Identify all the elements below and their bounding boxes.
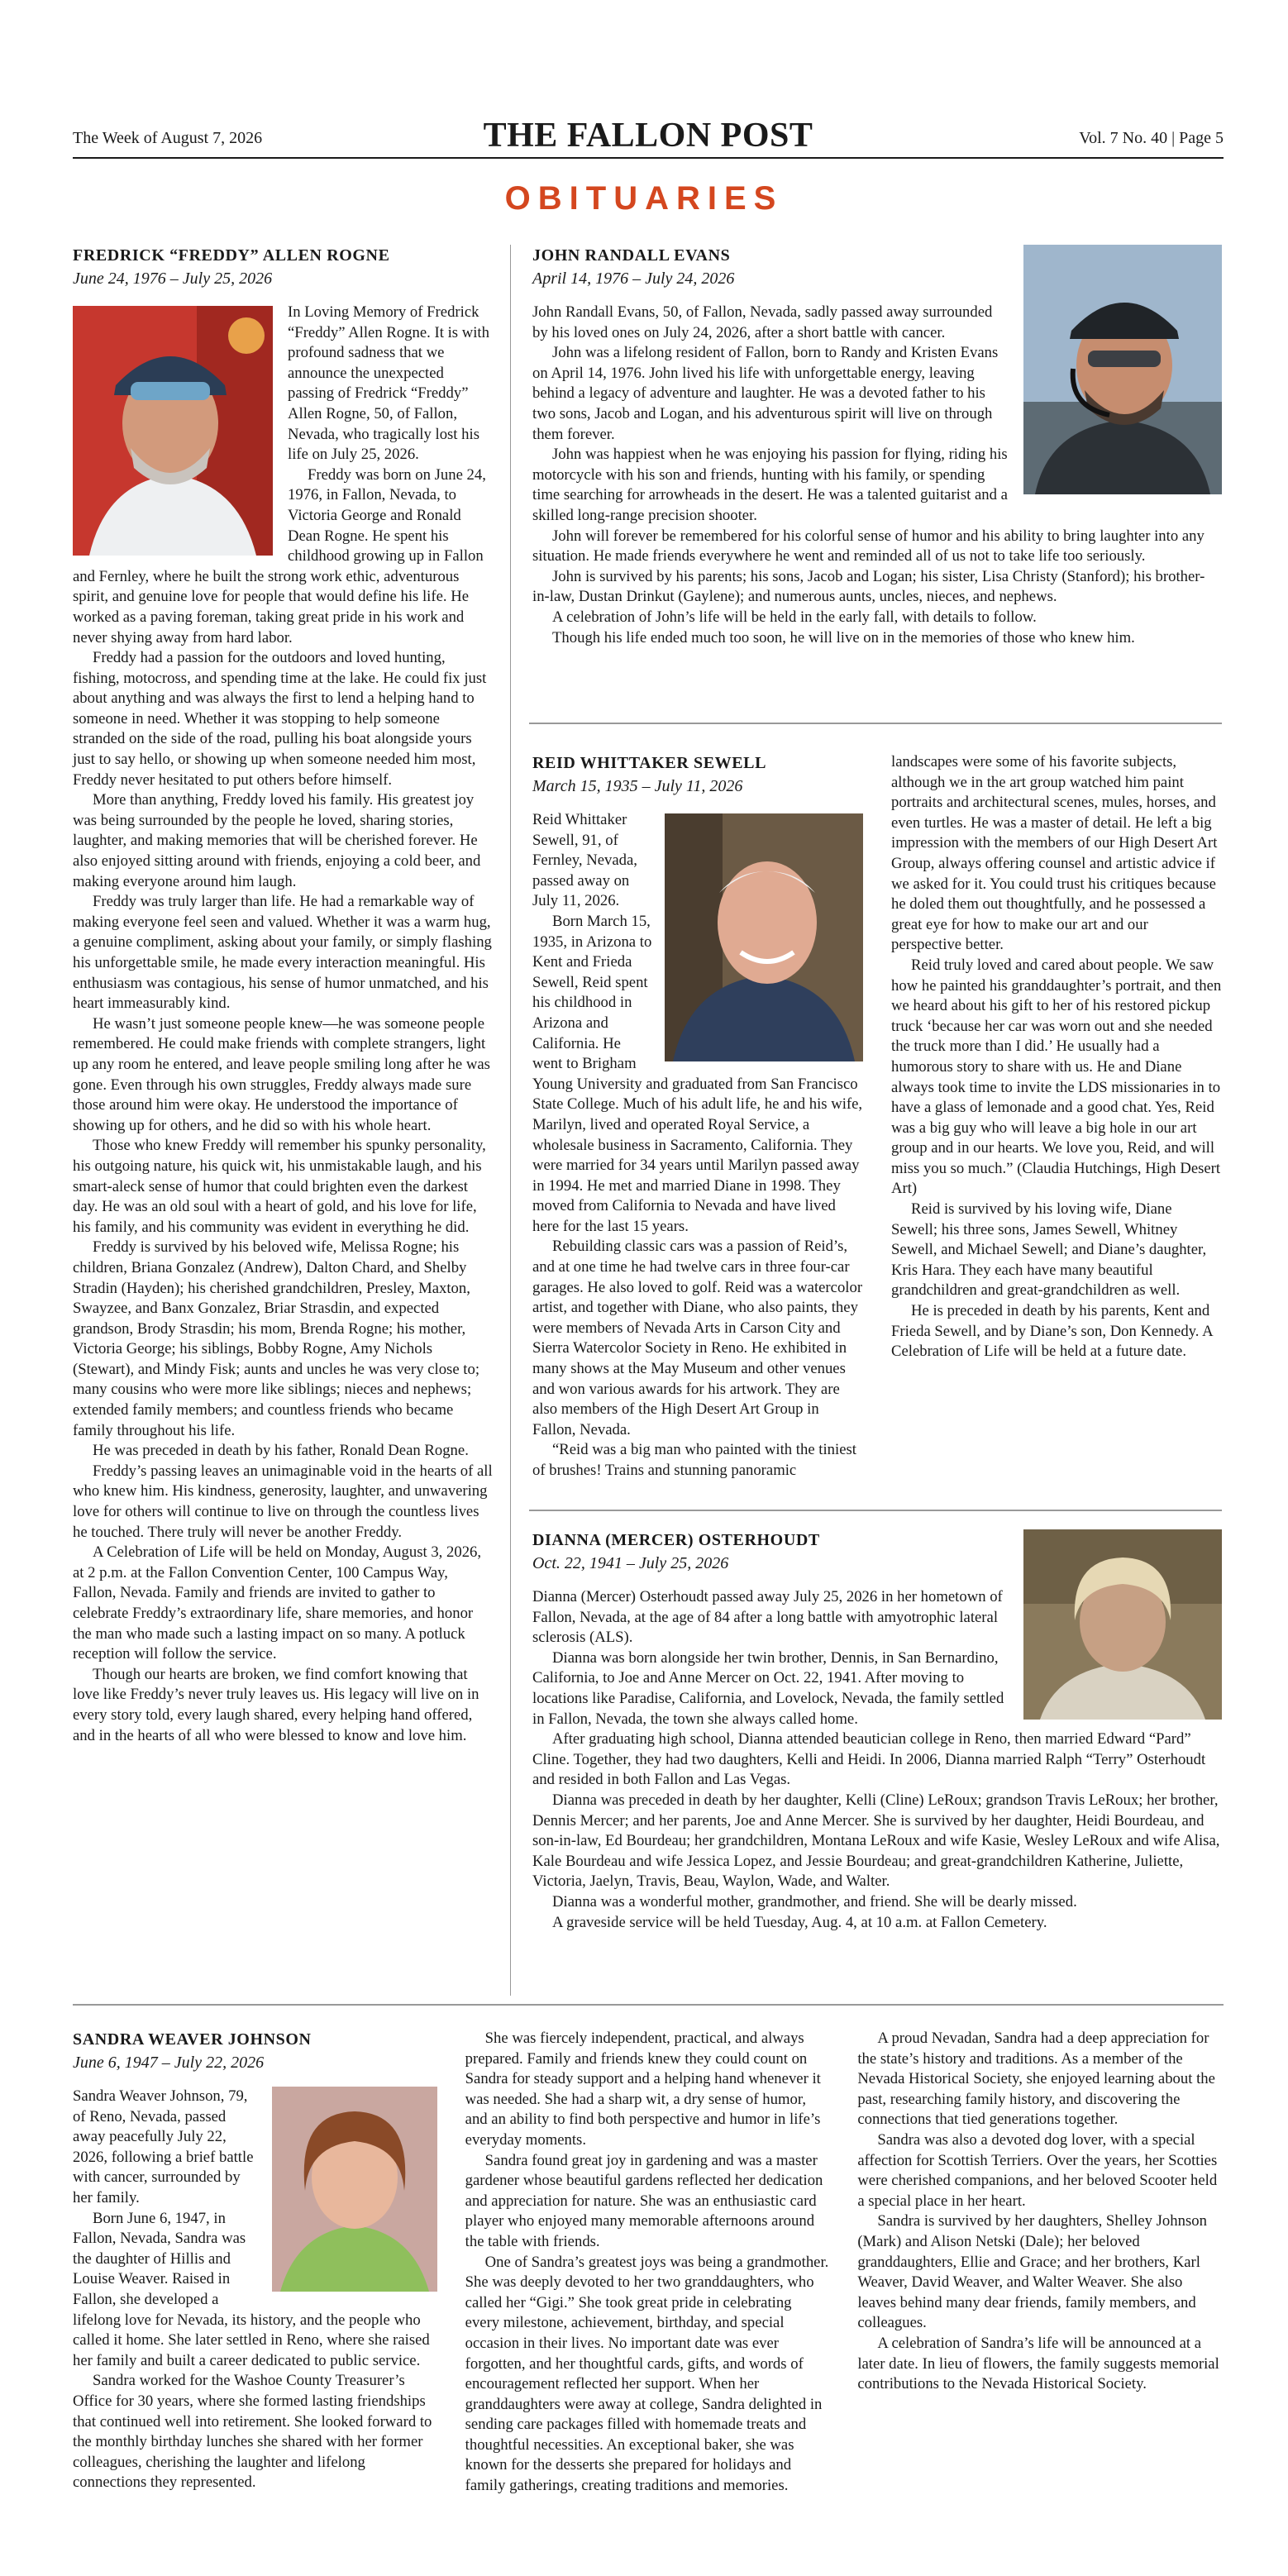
portrait-photo xyxy=(1023,245,1222,494)
obituary-dates: Oct. 22, 1941 – July 25, 2026 xyxy=(532,1554,729,1572)
obituary-paragraph: Sandra found great joy in gardening and was a master gardener whose beautiful gardens reflected her dedication and appreciation for nature. She was an enthusiastic card player who enjoyed many memorable afternoons around the table with friends. xyxy=(465,2151,823,2250)
obituary-paragraph: Reid Whittaker Sewell, 91, of Fernley, Nevada, passed away on July 11, 2026. xyxy=(532,811,637,910)
obituary-paragraph: Born March 15, 1935, in Arizona to Kent and Frieda Sewell, Reid spent his childhood in Arizona and California. He went to Brigham Young University and graduated from San Francisco State College. Much of his adult life, he and his wife, Marilyn, lived and operated Royal Service, a wholesale business in Sacramento, California. They were married for 34 years until Marilyn passed away in 1994. He met and married Diane in 1998. They moved from California to Nevada and have lived here for the last 15 years. xyxy=(532,912,863,1235)
obituary-paragraph: “Reid was a big man who painted with the tiniest of brushes! Trains and stunning panoramic landscapes were some of his favorite subjects, although we in the art group watched him paint portraits and architectural scenes, mules, horses, and even turtles. He was a master of detail. He left a big impression with the members of our High Desert Art Group, always offering counsel and artistic advice if we asked for it. You could trust his critiques because he doled them out thoughtfully, and he possessed a great eye for how to make our art and our perspective better. xyxy=(532,753,1218,1479)
obituary-paragraph: Dianna was born alongside her twin brother, Dennis, in San Bernardino, California, to Joe and Anne Mercer on Oct. 22, 1941. After moving to locations like Paradise, California, and Lovelock, Nevada, the family settled in Fallon, Nevada, the town she always called home. xyxy=(532,1648,1004,1728)
portrait-photo xyxy=(1023,1529,1222,1720)
obituary-paragraph: Freddy’s passing leaves an unimaginable void in the hearts of all who knew him. His kindness, generosity, laughter, and unwavering love for others will continue to live on through the countless lives he touched. There truly will never be another Freddy. xyxy=(73,1462,493,1541)
section-divider xyxy=(529,723,1222,724)
obituary-paragraph: Those who knew Freddy will remember his spunky personality, his outgoing nature, his quick wit, his unmistakable laugh, and his smart-aleck sense of humor that could brighten even the darkest day. He was an old soul with a heart of gold, and his love for life, his family, and his community was evident in everything he did. xyxy=(73,1137,486,1236)
obituary-dates: June 24, 1976 – July 25, 2026 xyxy=(73,270,273,288)
obituary-paragraph: After graduating high school, Dianna attended beautician college in Reno, then married Edward “Pard” Cline. Together, they had two daughters, Kelli and Heidi. In 2006, Dianna married Ralph “Terry” Osterhoudt and resided in both Fallon and Las Vegas. xyxy=(532,1730,1206,1789)
obituary-dates: June 6, 1947 – July 22, 2026 xyxy=(73,2054,265,2072)
obituary-name: JOHN RANDALL EVANS xyxy=(532,246,731,265)
obituary-paragraph: Sandra worked for the Washoe County Treasurer’s Office for 30 years, where she formed lasting friendships that continued well into retirement. She looked forward to the monthly birthday lunches she shared with her former colleagues, cherishing the laughter and lifelong connections they represented. xyxy=(73,2372,432,2492)
obituary-paragraph: One of Sandra’s greatest joys was being a grandmother. She was deeply devoted to her two granddaughters, who called her “Gigi.” She took great pride in celebrating every milestone, achievement, birthday, and special occasion in their lives. No important date was ever forgotten, and her thoughtful cards, gifts, and words of encouragement reflected her support. When her granddaughters were away at college, Sandra delighted in sending care packages filled with homemade treats and thoughtful necessities. An exceptional baker, she was known for the desserts she prepared for holidays and family gatherings, creating traditions and memories. xyxy=(465,2253,829,2495)
obituary-paragraph: A celebration of Sandra’s life will be announced at a later date. In lieu of flowers, the family suggests memorial contributions to the Nevada Historical Society. xyxy=(857,2334,1219,2393)
issue-volume-page: Vol. 7 No. 40 | Page 5 xyxy=(1079,129,1224,147)
section-divider xyxy=(73,2004,1224,2006)
obituary-body xyxy=(73,2029,1222,2525)
obituary-paragraph: He is preceded in death by his parents, Kent and Frieda Sewell, and by Diane’s son, Don Kennedy. A Celebration of Life will be held at a future date. xyxy=(891,1302,1213,1361)
obituary-evans xyxy=(532,245,1222,648)
obituary-paragraph: Freddy is survived by his beloved wife, Melissa Rogne; his children, Briana Gonzalez (Andrew), Dalton Chard, and Shelby Stradin (Hayden); his cherished grandchildren, Presley, Maxton, Swayzee, and Banx Gonzalez, Briar Strasdin, and expected grandson, Brody Strasdin; his mom, Brenda Rogne; his mother, Victoria George; his siblings, Bobby Rogne, Amy Nichols (Stewart), and Mindy Fisk; aunts and uncles he was very close to; many cousins who were more like siblings; nieces and nephews; extended family members; and countless friends who became family throughout his life. xyxy=(73,1238,480,1439)
obituary-paragraph: Though his life ended much too soon, he will live on in the memories of those who knew him. xyxy=(552,628,1135,646)
newspaper-title: THE FALLON POST xyxy=(483,117,813,155)
obituary-name: DIANNA (MERCER) OSTERHOUDT xyxy=(532,1531,820,1549)
issue-week: The Week of August 7, 2026 xyxy=(73,129,263,147)
obituary-paragraph: Freddy was truly larger than life. He had a remarkable way of making everyone feel seen and valued. Whether it was a warm hug, a genuine compliment, asking about your family, or simply flashing his unforgettable smile, he made every interaction meaningful. His enthusiasm was contagious, his sense of humor unmatched, and his heart immeasurably kind. xyxy=(73,893,492,1013)
obituary-body xyxy=(73,303,493,1746)
obituary-name: REID WHITTAKER SEWELL xyxy=(532,754,767,772)
obituary-osterhoudt xyxy=(532,1529,1222,1933)
obituary-paragraph: Freddy was born on June 24, 1976, in Fallon, Nevada, to Victoria George and Ronald Dean Rogne. He spent his childhood growing up in Fallon and Fernley, where he built the strong work ethic, adventurous spirit, and genuine love for people that would define his life. He worked as a paving foreman, taking great pride in his work and never shying away from hard labor. xyxy=(73,465,486,646)
obituary-paragraph: A celebration of John’s life will be held in the early fall, with details to follow. xyxy=(552,608,1037,626)
obituary-paragraph: A graveside service will be held Tuesday, Aug. 4, at 10 a.m. at Fallon Cemetery. xyxy=(552,1913,1047,1931)
column-divider xyxy=(510,245,511,1996)
obituary-paragraph: Rebuilding classic cars was a passion of Reid’s, and at one time he had twelve cars in three four-car garages. He also loved to golf. Reid was a watercolor artist, and together with Diane, who also paints, they were members of Nevada Arts in Carson City and Sierra Watercolor Society in Reno. He exhibited in many shows at the May Museum and other venues and won various awards for his artwork. They are also members of the High Desert Art Group in Fallon, Nevada. xyxy=(532,1238,863,1438)
obituary-paragraph: Reid truly loved and cared about people. We saw how he painted his granddaughter’s portrait, and then we heard about his gift to her of his restored pickup truck ‘because her car was worn out and she needed the truck more than I did.’ He usually had a humorous story to share with us. He and Diane always took time to invite the LDS missionaries in to have a glass of lemonade and a good chat. Yes, Reid was a big guy who will leave a big hole in our art group and in our hearts. We love you, Reid, and will miss you so much.” (Claudia Hutchings, High Desert Art) xyxy=(891,956,1222,1198)
obituary-paragraph: He wasn’t just someone people knew—he was someone people remembered. He could make friends with complete strangers, light up any room he entered, and leave people smiling long after he was gone. Even through his own struggles, Freddy always made sure those around him were okay. He understood the importance of showing up for others, and he did so with his whole heart. xyxy=(73,1014,490,1134)
section-divider xyxy=(529,1510,1222,1511)
obituary-paragraph: Dianna (Mercer) Osterhoudt passed away July 25, 2026 in her hometown of Fallon, Nevada, at the age of 84 after a long battle with amyotrophic lateral sclerosis (ALS). xyxy=(532,1588,1003,1647)
obituary-paragraph: Freddy had a passion for the outdoors and loved hunting, fishing, motocross, and spending time at the lake. He could fix just about anything and was always the first to lend a helping hand to someone in need. Whether it was stopping to help someone stranded on the side of the road, pulling his boat alongside yours just to say hello, or showing up when someone needed him most, Freddy never hesitated to put others before himself. xyxy=(73,649,487,789)
obituary-dates: April 14, 1976 – July 24, 2026 xyxy=(532,270,735,288)
obituary-paragraph: A proud Nevadan, Sandra had a deep appreciation for the state’s history and traditions. As a member of the Nevada Historical Society, she enjoyed learning about the past, researching family history, and discovering the connections that tied generations together. xyxy=(857,2030,1215,2129)
obituary-paragraph: More than anything, Freddy loved his family. His greatest joy was being surrounded by the people he loved, sharing stories, laughter, and making memories that will be cherished forever. He also enjoyed sitting around with friends, enjoying a cold beer, and making everyone around him laugh. xyxy=(73,791,481,890)
obituary-paragraph: Dianna was preceded in death by her daughter, Kelli (Cline) LeRoux; grandson Travis LeRoux; her brother, Dennis Mercer; and her parents, Joe and Anne Mercer. She is survived by her daughter, Heidi Bourdeau, and son-in-law, Ed Bourdeau; her grandchildren, Montana LeRoux and wife Kasie, Wesley LeRoux and wife Alisa, Kale Bourdeau and wife Jessica Lopez, and Jessie Bourdeau; and great-grandchildren Katherine, Juliette, Victoria, Jaelyn, Travis, Beau, Waylon, Wade, and Walter. xyxy=(532,1791,1220,1891)
obituary-paragraph: Sandra is survived by her daughters, Shelley Johnson (Mark) and Alison Netski (Dale); her beloved granddaughters, Ellie and Grace; and her brothers, Karl Weaver, David Weaver, and Walter Weaver. She also leaves behind many dear friends, family members, and colleagues. xyxy=(857,2212,1207,2332)
obituary-paragraph: Sandra Weaver Johnson, 79, of Reno, Nevada, passed away peacefully July 22, 2026, following a brief battle with cancer, surrounded by her family. xyxy=(73,2087,254,2206)
obituary-paragraph: Reid is survived by his loving wife, Diane Sewell; his three sons, James Sewell, Whitney Sewell, and Michael Sewell; and Diane’s daughter, Kris Hara. They each have many beautiful grandchildren and great-grandchildren as well. xyxy=(891,1200,1207,1300)
obituary-paragraph: A Celebration of Life will be held on Monday, August 3, 2026, at 2 p.m. at the Fallon Convention Center, 100 Campus Way, Fallon, Nevada. Family and friends are invited to gather to celebrate Freddy’s extraordinary life, share memories, and honor the man who made such a lasting impact on so many. A potluck reception will follow the service. xyxy=(73,1543,482,1663)
portrait-photo xyxy=(73,306,273,556)
obituary-paragraph: Though our hearts are broken, we find comfort knowing that love like Freddy’s never truly leaves us. His legacy will live on in every story told, every laugh shared, every helping hand offered, and in the hearts of all who were blessed to know and love him. xyxy=(73,1665,479,1744)
obituary-paragraph: In Loving Memory of Fredrick “Freddy” Allen Rogne. It is with profound sadness that we announce the unexpected passing of Fredrick “Freddy” Allen Rogne, 50, of Fallon, Nevada, who tragically lost his life on July 25, 2026. xyxy=(288,303,489,464)
obituary-paragraph: John Randall Evans, 50, of Fallon, Nevada, sadly passed away surrounded by his loved ones on July 24, 2026, after a short battle with cancer. xyxy=(532,303,993,341)
portrait-photo xyxy=(665,813,863,1061)
obituary-paragraph: Born June 6, 1947, in Fallon, Nevada, Sandra was the daughter of Hillis and Louise Weaver. Raised in Fallon, she developed a lifelong love for Nevada, its history, and the people who called it home. She later settled in Reno, where she raised her family and built a career dedicated to public service. xyxy=(73,2209,430,2369)
obituary-dates: March 15, 1935 – July 11, 2026 xyxy=(532,777,743,795)
obituary-name: FREDRICK “FREDDY” ALLEN ROGNE xyxy=(73,246,390,265)
obituary-paragraph: Dianna was a wonderful mother, grandmother, and friend. She will be dearly missed. xyxy=(552,1892,1077,1911)
obituary-sewell xyxy=(532,752,1222,1488)
masthead xyxy=(73,116,1224,155)
obituary-rogne xyxy=(73,245,493,1746)
obituary-paragraph: John will forever be remembered for his colorful sense of humor and his ability to bring laughter into any situation. He made friends everywhere he went and reminded all of us not to take life too seriously. xyxy=(532,527,1205,565)
obituary-paragraph: She was fiercely independent, practical, and always prepared. Family and friends knew they could count on Sandra for steady support and a helping hand whenever it was needed. She had a sharp wit, a dry sense of humor, and an ability to find both perspective and humor in life’s everyday moments. xyxy=(465,2030,821,2149)
portrait-photo xyxy=(272,2087,437,2292)
section-heading: OBITUARIES xyxy=(504,180,784,217)
obituary-body xyxy=(532,752,1222,1488)
obituary-name: SANDRA WEAVER JOHNSON xyxy=(73,2030,312,2049)
obituary-johnson xyxy=(73,2029,1222,2525)
masthead-rule xyxy=(73,157,1224,159)
obituary-paragraph: John is survived by his parents; his sons, Jacob and Logan; his sister, Lisa Christy (Stanford); his brother-in-law, Dustan Drinkut (Gaylene); and numerous aunts, uncles, nieces, and nephews. xyxy=(532,567,1205,606)
obituary-paragraph: Sandra was also a devoted dog lover, with a special affection for Scottish Terriers. Over the years, her Scotties were cherished companions, and her beloved Scooter held a special place in her heart. xyxy=(857,2130,1218,2210)
obituary-paragraph: John was happiest when he was enjoying his passion for flying, riding his motorcycle with his son and friends, hunting with his family, or spending time searching for arrowheads in the desert. He was a talented guitarist and a skilled long-range precision shooter. xyxy=(532,446,1008,524)
obituary-paragraph: He was preceded in death by his father, Ronald Dean Rogne. xyxy=(93,1442,469,1460)
obituary-paragraph: John was a lifelong resident of Fallon, born to Randy and Kristen Evans on April 14, 1976. John lived his life with unforgettable energy, leaving behind a legacy of adventure and laughter. He was a devoted father to his two sons, Jacob and Logan, and his adventurous spirit will live on through them forever. xyxy=(532,344,999,443)
